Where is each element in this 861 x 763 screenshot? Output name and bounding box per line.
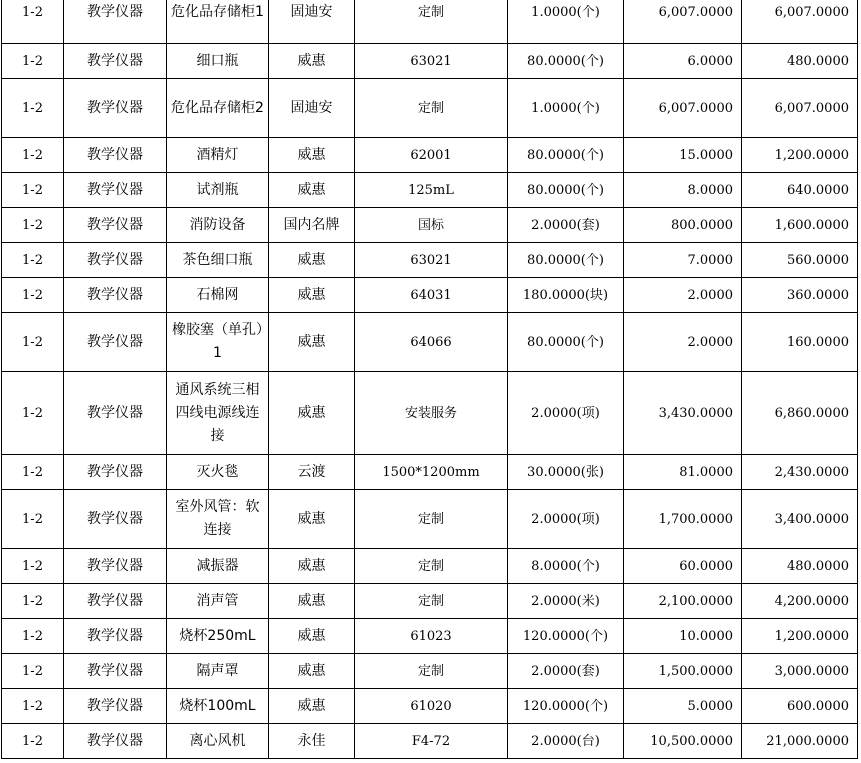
table-row <box>2 724 858 759</box>
row-number-cell: 1-2 <box>2 44 64 79</box>
total-price-cell: 480.0000 <box>742 44 858 79</box>
quantity-cell: 80.0000(个) <box>508 313 624 372</box>
table-row <box>2 619 858 654</box>
model-cell: 安装服务 <box>355 372 508 455</box>
total-price-cell: 600.0000 <box>742 689 858 724</box>
quantity-cell: 2.0000(套) <box>508 654 624 689</box>
total-price-cell: 4,200.0000 <box>742 584 858 619</box>
table-row <box>2 278 858 313</box>
brand-cell: 威惠 <box>269 549 355 584</box>
total-price-cell: 360.0000 <box>742 278 858 313</box>
row-number-cell: 1-2 <box>2 549 64 584</box>
row-number-cell: 1-2 <box>2 208 64 243</box>
category-cell: 教学仪器 <box>64 0 167 44</box>
category-cell: 教学仪器 <box>64 278 167 313</box>
unit-price-cell: 2,100.0000 <box>624 584 742 619</box>
category-cell: 教学仪器 <box>64 208 167 243</box>
table-row <box>2 173 858 208</box>
procurement-table <box>1 0 858 759</box>
item-name-cell: 烧杯250mL <box>167 619 269 654</box>
item-name-cell: 危化品存储柜2 <box>167 79 269 138</box>
item-name-cell: 细口瓶 <box>167 44 269 79</box>
brand-cell: 威惠 <box>269 138 355 173</box>
quantity-cell: 80.0000(个) <box>508 138 624 173</box>
row-number-cell: 1-2 <box>2 313 64 372</box>
category-cell: 教学仪器 <box>64 372 167 455</box>
brand-cell: 固迪安 <box>269 79 355 138</box>
table-row <box>2 455 858 490</box>
model-cell: 定制 <box>355 654 508 689</box>
unit-price-cell: 800.0000 <box>624 208 742 243</box>
quantity-cell: 120.0000(个) <box>508 619 624 654</box>
quantity-cell: 80.0000(个) <box>508 173 624 208</box>
unit-price-cell: 5.0000 <box>624 689 742 724</box>
unit-price-cell: 3,430.0000 <box>624 372 742 455</box>
category-cell: 教学仪器 <box>64 619 167 654</box>
brand-cell: 威惠 <box>269 313 355 372</box>
table-row <box>2 584 858 619</box>
table-row <box>2 44 858 79</box>
total-price-cell: 3,000.0000 <box>742 654 858 689</box>
quantity-cell: 2.0000(套) <box>508 208 624 243</box>
row-number-cell: 1-2 <box>2 372 64 455</box>
item-name-cell: 试剂瓶 <box>167 173 269 208</box>
item-name-cell: 酒精灯 <box>167 138 269 173</box>
row-number-cell: 1-2 <box>2 173 64 208</box>
total-price-cell: 560.0000 <box>742 243 858 278</box>
total-price-cell: 3,400.0000 <box>742 490 858 549</box>
category-cell: 教学仪器 <box>64 243 167 278</box>
item-name-cell: 通风系统三相四线电源线连接 <box>167 372 269 455</box>
category-cell: 教学仪器 <box>64 79 167 138</box>
row-number-cell: 1-2 <box>2 619 64 654</box>
total-price-cell: 640.0000 <box>742 173 858 208</box>
table-row <box>2 0 858 44</box>
quantity-cell: 180.0000(块) <box>508 278 624 313</box>
row-number-cell: 1-2 <box>2 689 64 724</box>
model-cell: 63021 <box>355 243 508 278</box>
category-cell: 教学仪器 <box>64 490 167 549</box>
unit-price-cell: 1,700.0000 <box>624 490 742 549</box>
brand-cell: 威惠 <box>269 278 355 313</box>
unit-price-cell: 2.0000 <box>624 278 742 313</box>
item-name-cell: 室外风管：软连接 <box>167 490 269 549</box>
brand-cell: 威惠 <box>269 490 355 549</box>
brand-cell: 威惠 <box>269 243 355 278</box>
model-cell: 定制 <box>355 0 508 44</box>
brand-cell: 威惠 <box>269 619 355 654</box>
row-number-cell: 1-2 <box>2 724 64 759</box>
brand-cell: 威惠 <box>269 584 355 619</box>
quantity-cell: 1.0000(个) <box>508 0 624 44</box>
row-number-cell: 1-2 <box>2 138 64 173</box>
model-cell: 定制 <box>355 490 508 549</box>
table-row <box>2 313 858 372</box>
item-name-cell: 石棉网 <box>167 278 269 313</box>
category-cell: 教学仪器 <box>64 724 167 759</box>
model-cell: 61020 <box>355 689 508 724</box>
row-number-cell: 1-2 <box>2 278 64 313</box>
table-row <box>2 208 858 243</box>
quantity-cell: 80.0000(个) <box>508 44 624 79</box>
row-number-cell: 1-2 <box>2 455 64 490</box>
total-price-cell: 1,600.0000 <box>742 208 858 243</box>
category-cell: 教学仪器 <box>64 313 167 372</box>
item-name-cell: 危化品存储柜1 <box>167 0 269 44</box>
row-number-cell: 1-2 <box>2 584 64 619</box>
brand-cell: 云渡 <box>269 455 355 490</box>
total-price-cell: 6,007.0000 <box>742 79 858 138</box>
unit-price-cell: 60.0000 <box>624 549 742 584</box>
table-row <box>2 138 858 173</box>
total-price-cell: 2,430.0000 <box>742 455 858 490</box>
item-name-cell: 灭火毯 <box>167 455 269 490</box>
model-cell: F4-72 <box>355 724 508 759</box>
total-price-cell: 160.0000 <box>742 313 858 372</box>
quantity-cell: 120.0000(个) <box>508 689 624 724</box>
brand-cell: 固迪安 <box>269 0 355 44</box>
quantity-cell: 8.0000(个) <box>508 549 624 584</box>
brand-cell: 国内名牌 <box>269 208 355 243</box>
unit-price-cell: 1,500.0000 <box>624 654 742 689</box>
quantity-cell: 30.0000(张) <box>508 455 624 490</box>
item-name-cell: 离心风机 <box>167 724 269 759</box>
category-cell: 教学仪器 <box>64 173 167 208</box>
unit-price-cell: 7.0000 <box>624 243 742 278</box>
row-number-cell: 1-2 <box>2 79 64 138</box>
item-name-cell: 减振器 <box>167 549 269 584</box>
total-price-cell: 21,000.0000 <box>742 724 858 759</box>
row-number-cell: 1-2 <box>2 490 64 549</box>
table-row <box>2 549 858 584</box>
model-cell: 62001 <box>355 138 508 173</box>
table-row <box>2 689 858 724</box>
model-cell: 定制 <box>355 549 508 584</box>
model-cell: 定制 <box>355 584 508 619</box>
category-cell: 教学仪器 <box>64 654 167 689</box>
unit-price-cell: 10,500.0000 <box>624 724 742 759</box>
unit-price-cell: 6,007.0000 <box>624 79 742 138</box>
item-name-cell: 茶色细口瓶 <box>167 243 269 278</box>
item-name-cell: 消声管 <box>167 584 269 619</box>
model-cell: 64031 <box>355 278 508 313</box>
table-row <box>2 79 858 138</box>
total-price-cell: 1,200.0000 <box>742 619 858 654</box>
model-cell: 125mL <box>355 173 508 208</box>
model-cell: 61023 <box>355 619 508 654</box>
category-cell: 教学仪器 <box>64 549 167 584</box>
category-cell: 教学仪器 <box>64 455 167 490</box>
quantity-cell: 2.0000(米) <box>508 584 624 619</box>
brand-cell: 威惠 <box>269 173 355 208</box>
unit-price-cell: 10.0000 <box>624 619 742 654</box>
brand-cell: 威惠 <box>269 44 355 79</box>
total-price-cell: 1,200.0000 <box>742 138 858 173</box>
quantity-cell: 80.0000(个) <box>508 243 624 278</box>
row-number-cell: 1-2 <box>2 0 64 44</box>
brand-cell: 威惠 <box>269 654 355 689</box>
model-cell: 63021 <box>355 44 508 79</box>
table-row <box>2 372 858 455</box>
brand-cell: 永佳 <box>269 724 355 759</box>
model-cell: 64066 <box>355 313 508 372</box>
table-row <box>2 243 858 278</box>
category-cell: 教学仪器 <box>64 689 167 724</box>
model-cell: 国标 <box>355 208 508 243</box>
row-number-cell: 1-2 <box>2 654 64 689</box>
model-cell: 定制 <box>355 79 508 138</box>
item-name-cell: 烧杯100mL <box>167 689 269 724</box>
brand-cell: 威惠 <box>269 689 355 724</box>
total-price-cell: 6,007.0000 <box>742 0 858 44</box>
unit-price-cell: 15.0000 <box>624 138 742 173</box>
table-row <box>2 490 858 549</box>
row-number-cell: 1-2 <box>2 243 64 278</box>
item-name-cell: 橡胶塞（单孔）1 <box>167 313 269 372</box>
category-cell: 教学仪器 <box>64 584 167 619</box>
brand-cell: 威惠 <box>269 372 355 455</box>
quantity-cell: 2.0000(项) <box>508 372 624 455</box>
model-cell: 1500*1200mm <box>355 455 508 490</box>
category-cell: 教学仪器 <box>64 138 167 173</box>
item-name-cell: 隔声罩 <box>167 654 269 689</box>
item-name-cell: 消防设备 <box>167 208 269 243</box>
quantity-cell: 2.0000(项) <box>508 490 624 549</box>
category-cell: 教学仪器 <box>64 44 167 79</box>
total-price-cell: 480.0000 <box>742 549 858 584</box>
unit-price-cell: 6,007.0000 <box>624 0 742 44</box>
total-price-cell: 6,860.0000 <box>742 372 858 455</box>
unit-price-cell: 6.0000 <box>624 44 742 79</box>
unit-price-cell: 2.0000 <box>624 313 742 372</box>
quantity-cell: 2.0000(台) <box>508 724 624 759</box>
table-row <box>2 654 858 689</box>
quantity-cell: 1.0000(个) <box>508 79 624 138</box>
unit-price-cell: 8.0000 <box>624 173 742 208</box>
unit-price-cell: 81.0000 <box>624 455 742 490</box>
